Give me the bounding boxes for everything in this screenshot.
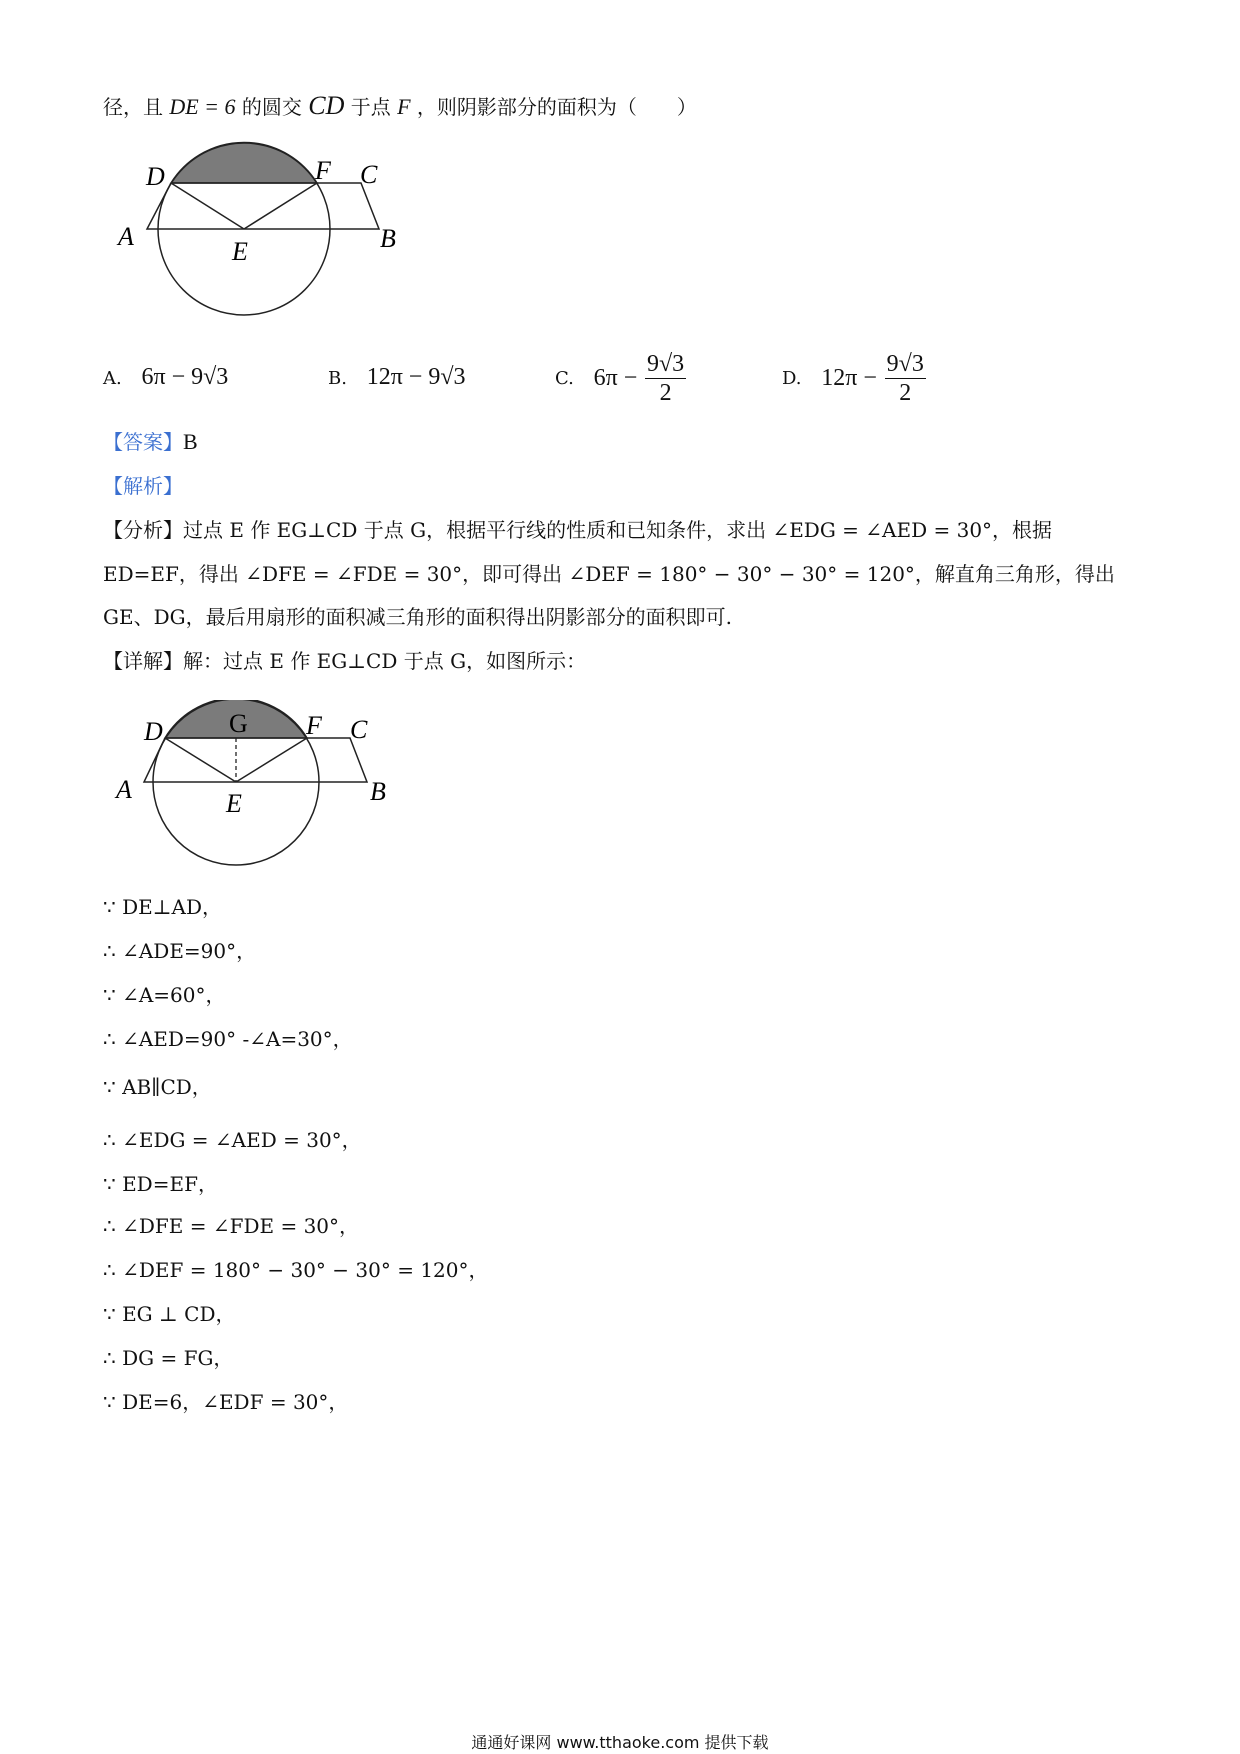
label-a: A	[118, 222, 134, 251]
option-a-label: A.	[103, 368, 122, 389]
segment-de	[171, 183, 244, 229]
fenxi-line-3: GE、DG，最后用扇形的面积减三角形的面积得出阴影部分的面积即可.	[103, 605, 732, 629]
label-f: F	[315, 156, 331, 185]
xiangjie-line	[103, 647, 586, 675]
question-cd: CD	[308, 91, 345, 120]
option-d[interactable]	[782, 350, 926, 407]
option-b[interactable]	[328, 364, 466, 391]
label-b: B	[380, 224, 396, 253]
fenxi-line-2: ED=EF，得出 ∠DFE = ∠FDE = 30°，即可得出 ∠DEF = 180° − 30° − 30° = 120°，解直角三角形，得出	[103, 562, 1115, 586]
fenxi-text-1: 过点 E 作 EG⊥CD 于点 G，根据平行线的性质和已知条件，求出 ∠EDG = ∠AED = 30°，根据	[183, 518, 1053, 542]
label-c-2: C	[350, 715, 368, 744]
footer: 通通好课网 www.tthaoke.com 提供下载	[471, 1733, 769, 1752]
option-d-label: D.	[782, 368, 802, 389]
step-7: ∵ ED=EF，	[103, 1172, 218, 1196]
fenxi-line-1	[103, 516, 1052, 544]
option-d-denominator: 2	[899, 380, 912, 406]
step-12: ∵ DE=6，∠EDF = 30°，	[103, 1390, 349, 1414]
step-5: ∵ AB∥CD，	[103, 1075, 212, 1099]
parallelogram-2	[144, 738, 367, 782]
option-c-denominator: 2	[659, 380, 672, 406]
label-e: E	[232, 237, 248, 266]
label-e-2: E	[226, 789, 242, 818]
segment-ef	[244, 183, 317, 229]
question-line	[103, 92, 697, 121]
step-4: ∴ ∠AED=90° -∠A=30°，	[103, 1027, 353, 1051]
option-a-expr: 6π − 9√3	[141, 364, 229, 390]
option-d-prefix: 12π −	[821, 365, 877, 391]
question-lead: 径，且	[103, 95, 163, 119]
option-c[interactable]	[555, 350, 686, 407]
step-3: ∵ ∠A=60°，	[103, 983, 226, 1007]
question-mid: 的圆交	[241, 95, 302, 119]
label-b-2: B	[370, 777, 386, 806]
step-10: ∵ EG ⊥ CD，	[103, 1302, 236, 1326]
step-1: ∵ DE⊥AD，	[103, 895, 223, 919]
answer-value: B	[183, 429, 198, 454]
question-f: F	[397, 94, 411, 119]
fenxi-tag: 【分析】	[103, 518, 183, 542]
option-b-expr: 12π − 9√3	[366, 364, 466, 390]
label-a-2: A	[116, 775, 132, 804]
label-d-2: D	[144, 717, 163, 746]
option-b-label: B.	[328, 368, 347, 389]
figure-2	[108, 700, 428, 875]
option-a[interactable]	[103, 364, 228, 391]
xiangjie-tag: 【详解】	[103, 649, 183, 673]
step-2: ∴ ∠ADE=90°，	[103, 939, 257, 963]
step-11: ∴ DG = FG，	[103, 1346, 234, 1370]
shaded-segment	[171, 142, 317, 183]
label-d: D	[146, 162, 165, 191]
segment-de-2	[165, 738, 236, 782]
step-6: ∴ ∠EDG = ∠AED = 30°，	[103, 1128, 362, 1152]
answer-line	[103, 428, 198, 456]
option-d-fraction	[885, 350, 926, 407]
answer-tag: 【答案】	[103, 430, 183, 454]
label-g-2: G	[229, 709, 248, 738]
figure-1	[110, 135, 430, 330]
question-tail: ，则阴影部分的面积为（ ）	[416, 95, 697, 119]
option-c-fraction	[645, 350, 686, 407]
option-c-numerator: 9√3	[646, 351, 685, 377]
segment-ef-2	[236, 738, 307, 782]
option-c-label: C.	[555, 368, 574, 389]
option-c-prefix: 6π −	[593, 365, 638, 391]
option-d-numerator: 9√3	[886, 351, 924, 377]
question-mid2: 于点	[350, 95, 391, 119]
analysis-tag: 【解析】	[103, 474, 183, 498]
label-f-2: F	[306, 711, 322, 740]
step-8: ∴ ∠DFE = ∠FDE = 30°，	[103, 1214, 360, 1238]
label-c: C	[360, 160, 378, 189]
xiangjie-text: 解：过点 E 作 EG⊥CD 于点 G，如图所示：	[183, 649, 587, 673]
step-9: ∴ ∠DEF = 180° − 30° − 30° = 120°，	[103, 1258, 489, 1282]
question-de-eq: DE = 6	[169, 94, 236, 119]
